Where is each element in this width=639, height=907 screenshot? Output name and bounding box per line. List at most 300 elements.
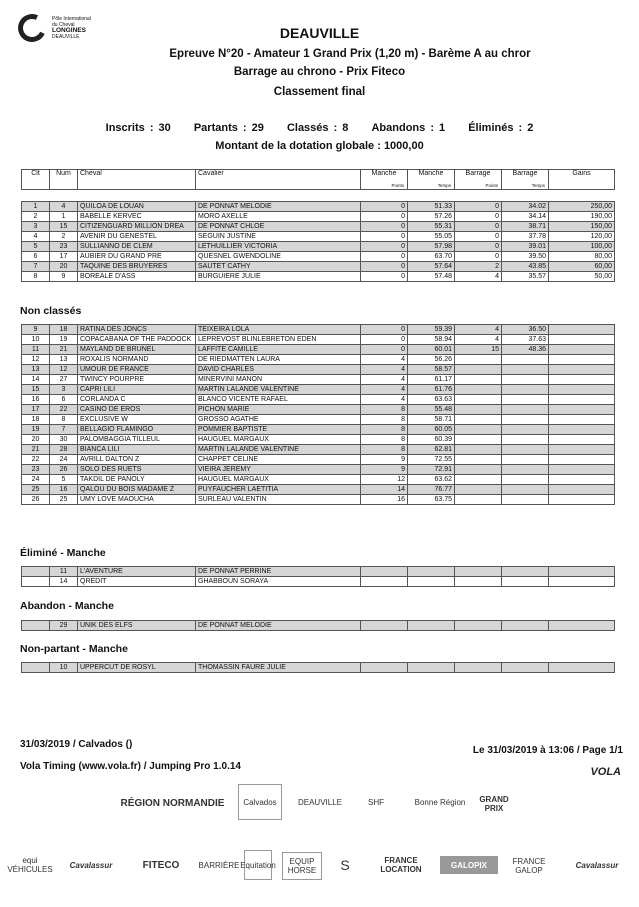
empty-cell [549,365,615,375]
col-cheval: Cheval [78,170,196,190]
table-cell [455,495,502,505]
empty-cell [549,577,615,587]
section-non-partant: Non-partant - Manche [20,643,128,655]
table-cell [502,395,549,405]
table-cell: 63.62 [408,475,455,485]
sponsor-deauville: DEAUVILLE [297,797,343,807]
table-cell: MORO AXELLE [196,212,361,222]
table-cell: 61.17 [408,375,455,385]
table-cell: 4 [50,202,78,212]
table-cell: BELLAGIO FLAMINGO [78,425,196,435]
table-cell: 21 [50,345,78,355]
table-cell [502,435,549,445]
table-cell: TAQUINE DES BRUYERES [78,262,196,272]
table-cell: 55.05 [408,232,455,242]
table-row [22,345,615,355]
table-cell [455,385,502,395]
logo-line4: DEAUVILLE [52,34,80,40]
table-cell: 150,00 [549,222,615,232]
sponsor-france-location: FRANCE LOCATION [380,856,422,874]
table-cell: SEGUIN JUSTINE [196,232,361,242]
table-cell: 100,00 [549,242,615,252]
table-cell: 55.31 [408,222,455,232]
table-cell: 39.01 [502,242,549,252]
table-cell: 2 [50,232,78,242]
table-row [22,465,615,475]
dotation: Montant de la dotation globale : 1000,00 [215,140,424,152]
table-cell: 6 [22,252,50,262]
table-cell: LETHUILLIER VICTORIA [196,242,361,252]
table-cell: 17 [50,252,78,262]
sponsor-galopix: GALOPIX [440,856,498,874]
table-cell [455,445,502,455]
longines-deauville-logo [18,14,100,54]
empty-cell [408,621,455,631]
table-cell: LAFFITE CAMILLE [196,345,361,355]
empty-cell [361,621,408,631]
table-cell: TWINCY POURPRE [78,375,196,385]
table-row [22,242,615,252]
table-cell: 1 [50,212,78,222]
table-cell: 4 [361,395,408,405]
col-clt: Clt [22,170,50,190]
table-cell: 3 [50,385,78,395]
table-cell: BURGUIERE JULIE [196,272,361,282]
table-cell: 63.75 [408,495,455,505]
table-cell: 4 [455,325,502,335]
table-row [22,222,615,232]
table-row [22,212,615,222]
table-cell: ROXALIS NORMAND [78,355,196,365]
empty-cell [549,385,615,395]
table-cell: 15 [22,385,50,395]
table-cell: 22 [50,405,78,415]
col-barrage-temps: Barrage Temps [502,170,549,190]
table-cell: MARTIN LALANDE VALENTINE [196,445,361,455]
table-cell: 9 [22,325,50,335]
table-cell: 0 [361,262,408,272]
table-cell: 19 [50,335,78,345]
table-cell: 0 [455,202,502,212]
table-row [22,325,615,335]
table-cell: VIEIRA JEREMY [196,465,361,475]
footer-software: Vola Timing (www.vola.fr) / Jumping Pro 1.0.14 [20,761,241,772]
col-manche-points: Manche Points [361,170,408,190]
table-cell: 16 [22,395,50,405]
table-cell: 80,00 [549,252,615,262]
table-cell: 0 [361,202,408,212]
table-cell [502,455,549,465]
table-cell: SULLIANNO DE CLEM [78,242,196,252]
page-title: DEAUVILLE [279,25,360,41]
table-cell: 62.81 [408,445,455,455]
table-cell: 29 [50,621,78,631]
table-cell: BOREALE D'ASS [78,272,196,282]
table-cell: 58.71 [408,415,455,425]
empty-cell [549,567,615,577]
table-cell [502,425,549,435]
logo-line2: du Cheval [52,22,75,28]
table-cell: 37.78 [502,232,549,242]
table-cell: 24 [50,455,78,465]
table-cell: 10 [22,335,50,345]
ranking-title: Classement final [273,86,366,98]
table-row [22,445,615,455]
table-row [22,567,615,577]
table-cell: 55.48 [408,405,455,415]
empty-cell [549,663,615,673]
table-cell [502,475,549,485]
table-cell [455,465,502,475]
table-cell [455,425,502,435]
table-cell: AVRILL DALTON Z [78,455,196,465]
table-row [22,663,615,673]
sponsor-grand-prix: GRAND PRIX [479,795,509,813]
sponsor-france-galop: FRANCE GALOP [512,857,546,875]
elimine-table [21,566,615,587]
table-cell: 17 [22,405,50,415]
table-cell: TEIXEIRA LOLA [196,325,361,335]
table-cell: 60.39 [408,435,455,445]
table-cell: 250,00 [549,202,615,212]
table-cell: 9 [50,272,78,282]
table-cell: 14 [50,577,78,587]
table-cell: 19 [22,425,50,435]
empty-cell [549,445,615,455]
table-cell: 15 [455,345,502,355]
table-cell: 5 [22,242,50,252]
sponsor-s: S [340,857,350,873]
sponsor-cavalassur: Cavalassur [69,860,113,870]
table-row [22,262,615,272]
table-cell: 10 [50,663,78,673]
non-classes-table [21,324,615,505]
stat-partants: Partants : 29 [193,122,264,134]
table-cell [455,395,502,405]
table-cell [502,365,549,375]
logo-line3: LONGINES [52,27,86,34]
table-cell: 0 [361,242,408,252]
table-cell: 30 [50,435,78,445]
sponsor-calvados: Calvados [238,784,282,820]
logo-line1: Pôle International [52,16,91,22]
empty-cell [455,577,502,587]
empty-cell [549,405,615,415]
empty-cell [408,567,455,577]
table-cell [22,577,50,587]
sponsor-equitation: Equitation [244,850,272,880]
empty-cell [502,663,549,673]
stat-abandons: Abandons : 1 [371,122,446,134]
table-cell: 34.02 [502,202,549,212]
non-partant-table [21,662,615,673]
abandon-table [21,620,615,631]
empty-cell [549,621,615,631]
table-row [22,365,615,375]
empty-cell [549,355,615,365]
table-cell: 6 [50,395,78,405]
table-cell: SAUTET CATHY [196,262,361,272]
table-cell: 39.50 [502,252,549,262]
table-cell: 59.39 [408,325,455,335]
table-cell [455,355,502,365]
table-cell: 4 [361,385,408,395]
table-cell: 16 [50,485,78,495]
empty-cell [549,425,615,435]
table-cell: 43.85 [502,262,549,272]
stats-line [0,122,639,134]
table-cell: EXCLUSIVE W [78,415,196,425]
table-cell: 5 [50,475,78,485]
table-cell: CAPRI LILI [78,385,196,395]
table-cell: QALOU DU BOIS MADAME Z [78,485,196,495]
table-cell: 1 [22,202,50,212]
table-cell: 25 [22,485,50,495]
table-cell: 57.64 [408,262,455,272]
table-cell: UNIK DES ELFS [78,621,196,631]
table-cell: 18 [22,415,50,425]
empty-cell [502,577,549,587]
table-cell: 63.63 [408,395,455,405]
table-cell: DE PONNAT MELODIE [196,621,361,631]
table-cell: 0 [361,232,408,242]
table-cell: 0 [455,232,502,242]
table-cell: 0 [361,345,408,355]
table-row [22,425,615,435]
table-cell: 4 [455,335,502,345]
sponsor-fiteco: FITECO [142,859,180,871]
table-cell: 4 [22,232,50,242]
table-row [22,375,615,385]
table-cell: POMMIER BAPTISTE [196,425,361,435]
table-cell: 34.14 [502,212,549,222]
table-cell: 0 [361,252,408,262]
table-cell: 22 [22,455,50,465]
table-row [22,355,615,365]
empty-cell [502,621,549,631]
empty-cell [361,567,408,577]
table-row [22,395,615,405]
sponsor-cavalassur-2: Cavalassur [575,860,619,870]
table-cell: 28 [50,445,78,455]
table-cell [502,385,549,395]
table-cell: 12 [50,365,78,375]
table-row [22,621,615,631]
footer-printed: Le 31/03/2019 à 13:06 / Page 1/1 [472,745,623,756]
table-cell [502,375,549,385]
stat-classes: Classés : 8 [286,122,349,134]
table-cell: BABELLE KERVEC [78,212,196,222]
table-cell [22,663,50,673]
table-cell: DE PONNAT PERRINE [196,567,361,577]
table-row [22,435,615,445]
table-cell: UPPERCUT DE ROSYL [78,663,196,673]
table-cell: QREDIT [78,577,196,587]
table-row [22,252,615,262]
table-cell: 37.63 [502,335,549,345]
empty-cell [408,577,455,587]
sponsor-bonne-region: Bonne Région [414,797,466,807]
section-elimine: Éliminé - Manche [20,547,106,559]
event-subtitle: Barrage au chrono - Prix Fiteco [233,66,406,78]
table-cell: DE PONNAT MELODIE [196,202,361,212]
table-cell [22,621,50,631]
table-cell: 0 [455,222,502,232]
table-cell: 58.57 [408,365,455,375]
event-title: Épreuve N°20 - Amateur 1 Grand Prix (1,20 m) - Barème A au chror [169,48,531,60]
table-cell: 3 [22,222,50,232]
table-cell: 13 [22,365,50,375]
table-cell: 0 [455,212,502,222]
stat-elimines: Éliminés : 2 [468,122,534,134]
sponsor-region-normandie: RÉGION NORMANDIE [120,797,225,809]
table-cell: 7 [22,262,50,272]
table-cell [455,365,502,375]
empty-cell [549,395,615,405]
table-cell: QUILOA DE LOUAN [78,202,196,212]
table-cell: 72.55 [408,455,455,465]
table-row [22,577,615,587]
table-cell: 20 [22,435,50,445]
table-row [22,485,615,495]
table-cell: SURLEAU VALENTIN [196,495,361,505]
logo-ring-icon [14,10,50,46]
table-cell: COPACABANA OF THE PADDOCK [78,335,196,345]
sponsor-equi-vehicules: equi VÉHICULES [7,856,53,874]
table-cell: 7 [50,425,78,435]
table-cell [502,355,549,365]
table-row [22,405,615,415]
table-cell: 57.26 [408,212,455,222]
table-cell: RATINA DES JONCS [78,325,196,335]
table-cell: 4 [361,365,408,375]
table-cell: 8 [361,415,408,425]
table-cell [455,375,502,385]
table-cell: 11 [50,567,78,577]
table-cell: 0 [361,222,408,232]
sponsor-shf: SHF [368,797,384,807]
empty-cell [408,663,455,673]
table-row [22,272,615,282]
table-cell: L'AVENTURE [78,567,196,577]
table-cell [455,415,502,425]
empty-cell [549,375,615,385]
empty-cell [549,325,615,335]
table-cell: 120,00 [549,232,615,242]
table-cell: MAYLAND DE BRUNEL [78,345,196,355]
table-row [22,335,615,345]
table-row [22,495,615,505]
table-row [22,385,615,395]
table-cell: 4 [361,375,408,385]
table-cell: TAKDIL DE PANOLY [78,475,196,485]
empty-cell [549,455,615,465]
table-cell: 8 [361,445,408,455]
table-cell: 0 [455,252,502,262]
results-header [21,169,615,190]
col-cavalier: Cavalier [196,170,361,190]
table-cell: 56.26 [408,355,455,365]
table-cell: 27 [50,375,78,385]
table-row [22,455,615,465]
table-cell [455,435,502,445]
table-cell: 14 [22,375,50,385]
table-cell [502,405,549,415]
table-cell [455,485,502,495]
table-cell: 60.01 [408,345,455,355]
col-num: Num [50,170,78,190]
table-cell: CITIZENGUARD MILLION DREA [78,222,196,232]
table-cell: 51.33 [408,202,455,212]
table-cell: PICHON MARIE [196,405,361,415]
sponsor-barriere: BARRIÈRE [198,860,240,870]
col-barrage-points: Barrage Points [455,170,502,190]
table-cell: 0 [361,325,408,335]
empty-cell [549,485,615,495]
table-cell: 18 [50,325,78,335]
table-cell: HAUGUEL MARGAUX [196,475,361,485]
table-cell: 24 [22,475,50,485]
table-cell: 61.76 [408,385,455,395]
table-cell: PALOMBAGGIA TILLEUL [78,435,196,445]
table-cell: QUESNEL GWENDOLINE [196,252,361,262]
table-cell: 60,00 [549,262,615,272]
table-cell: UMY LOVE MAOUCHA [78,495,196,505]
table-cell: CORLANDA C [78,395,196,405]
table-cell [455,475,502,485]
table-cell: 14 [361,485,408,495]
empty-cell [455,567,502,577]
table-cell: THOMASSIN FAURE JULIE [196,663,361,673]
table-cell: 8 [50,415,78,425]
table-cell: UMOUR DE FRANCE [78,365,196,375]
classes-table [21,201,615,282]
table-cell: 60.05 [408,425,455,435]
table-cell: 16 [361,495,408,505]
table-cell: 11 [22,345,50,355]
empty-cell [549,435,615,445]
table-cell: 8 [361,425,408,435]
table-cell: 23 [22,465,50,475]
table-cell: 21 [22,445,50,455]
table-cell: 58.94 [408,335,455,345]
table-cell: 9 [361,455,408,465]
footer-date-place: 31/03/2019 / Calvados () [20,739,133,750]
table-cell [502,495,549,505]
table-cell [455,455,502,465]
table-cell: 0 [361,335,408,345]
table-cell [22,567,50,577]
table-cell: 13 [50,355,78,365]
empty-cell [361,577,408,587]
table-cell: MARTIN LALANDE VALENTINE [196,385,361,395]
table-row [22,232,615,242]
empty-cell [502,567,549,577]
empty-cell [361,663,408,673]
table-cell: 8 [361,435,408,445]
table-cell: 2 [455,262,502,272]
table-cell: 8 [22,272,50,282]
table-cell: 0 [361,212,408,222]
table-cell: 12 [361,475,408,485]
table-cell: 57.98 [408,242,455,252]
table-cell: 0 [455,242,502,252]
table-cell: 9 [361,465,408,475]
table-row [22,202,615,212]
table-cell: DAVID CHARLES [196,365,361,375]
table-cell: 4 [455,272,502,282]
table-cell: 0 [361,272,408,282]
